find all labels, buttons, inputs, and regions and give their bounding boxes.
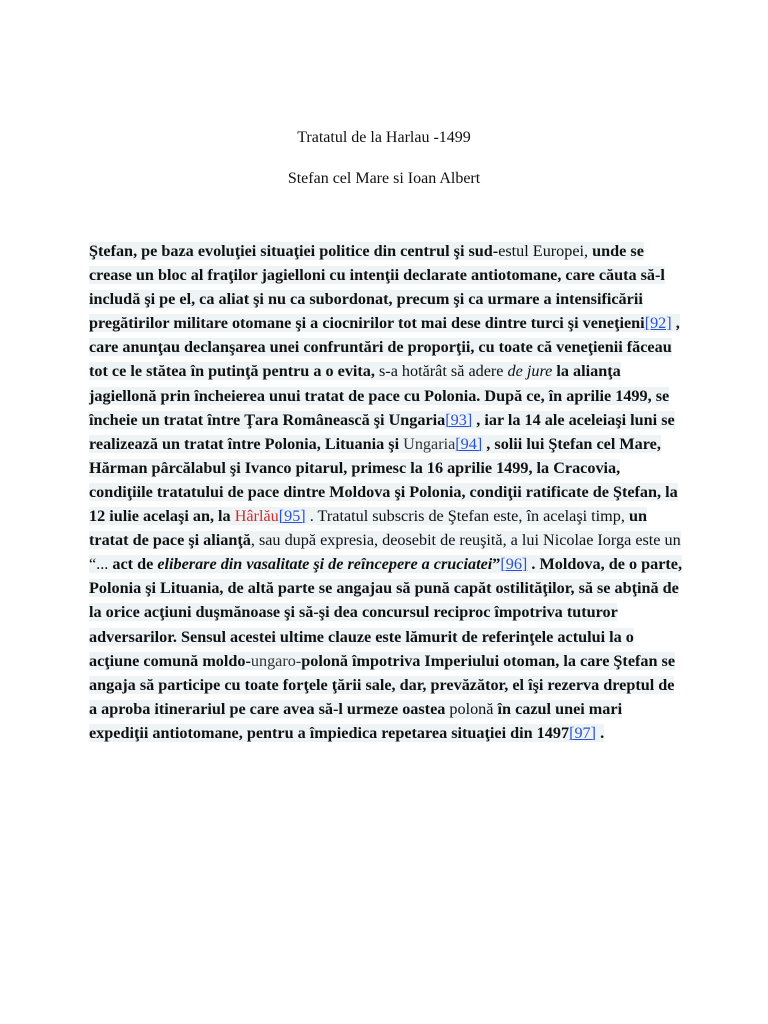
text-run: . xyxy=(596,723,605,742)
body-paragraph xyxy=(89,239,685,745)
text-run: , solii lui Ştefan cel Mare, Hărman pârcălabul şi Ivanco pitarul, primesc la 16 aprilie 1499, la Cracovia, condiţiile tratatului de pace dintre Moldova şi Polonia, condiţii ratificate de Ştefan, la 12 iulie acelaşi an, la xyxy=(89,434,678,526)
footnote-ref-94[interactable]: [94] xyxy=(455,434,483,453)
text-run: unde se crease un bloc al fraţilor jagielloni cu intenţii declarate antiotomane, care căuta să-l includă şi pe el, ca aliat şi nu ca subordonat, precum şi ca urmare a intensificării pregătirilor militare otomane şi a ciocnirilor tot mai dese dintre turci şi veneţieni xyxy=(89,242,665,333)
text-run: , iar la 14 ale aceleiaşi luni se realizează un tratat între Polonia, Lituania şi xyxy=(89,410,675,453)
text-run: act de xyxy=(112,555,158,574)
text-run: . Moldova, de o parte, Polonia şi Lituania, de altă parte se angajau să pună capăt ostilităţilor, să se abţină de la orice acţiuni duşmănoase şi să-şi dea concursul reciproc împotriva tuturor adversarilor. Sensul acestei ultime clauze este lămurit de referinţele actului la o acţiune comună moldo- xyxy=(89,555,682,670)
document-title: Tratatul de la Harlau -1499 xyxy=(297,129,471,146)
text-run: ” xyxy=(492,555,501,574)
text-run: de jure xyxy=(507,362,553,381)
text-run: , sau după expresia, deosebit de reuşită, a lui Nicolae Iorga este un “... xyxy=(89,531,681,574)
footnote-ref-95[interactable]: [95] xyxy=(278,507,306,526)
text-run: Ştefan, pe baza evoluţiei situaţiei politice din centrul şi sud- xyxy=(89,242,499,260)
text-run: s-a hotărât să adere xyxy=(379,362,508,381)
text-run: eliberare din vasalitate şi de reîncepere a cruciatei xyxy=(157,555,493,574)
text-run: , care anunţau declanşarea unei confruntări de proporţii, cu toate că veneţienii făceau tot ce le stătea în putinţă pentru a o evita, xyxy=(89,314,680,381)
harlau-link[interactable]: Hârlău xyxy=(234,507,279,526)
text-run: în cazul unei mari expediţii antiotomane, pentru a împiedica repetarea situaţiei din 1497 xyxy=(89,699,623,742)
footnote-ref-97[interactable]: [97] xyxy=(569,723,597,742)
text-run: estul Europei, xyxy=(498,242,589,260)
footnote-ref-92[interactable]: [92] xyxy=(644,314,672,333)
footnote-ref-93[interactable]: [93] xyxy=(445,410,473,429)
text-run: polonă împotriva Imperiului otoman, la care Ştefan se angaja să participe cu toate forţele ţării sale, dar, prevăzător, el îşi rezerva dreptul de a aproba itinerariul pe care avea să-l urmeze oastea xyxy=(89,651,676,718)
text-run: un tratat de pace şi alianţă xyxy=(89,507,647,550)
text-run: ungaro- xyxy=(250,651,302,670)
text-run: Ungaria xyxy=(403,434,456,453)
text-run: polonă xyxy=(449,699,494,718)
document-subtitle: Stefan cel Mare si Ioan Albert xyxy=(287,170,481,187)
footnote-ref-96[interactable]: [96] xyxy=(500,555,528,574)
text-run: la alianţa jagiellonă prin încheierea unui tratat de pace cu Polonia. După ce, în aprilie 1499, se încheie un tratat între Ţara Românească şi Ungaria xyxy=(89,362,670,429)
text-run: . Tratatul subscris de Ştefan este, în acelaşi timp, xyxy=(305,507,629,526)
